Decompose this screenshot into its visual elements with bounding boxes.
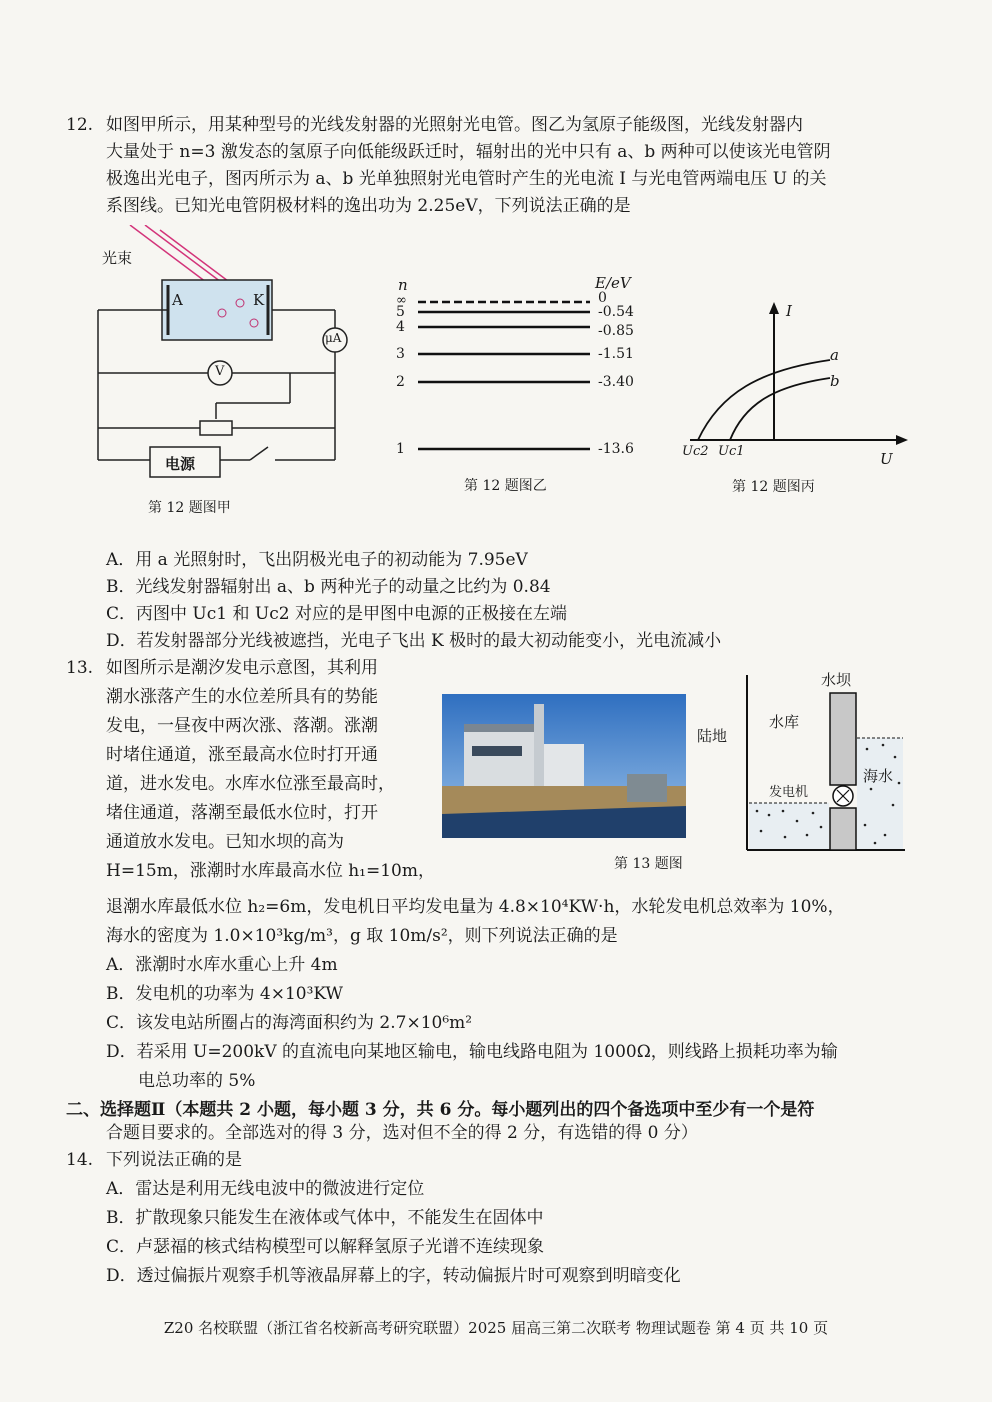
reservoir-label: 水库: [769, 713, 800, 731]
q13-line-3: 发电，一昼夜中两次涨、落潮。涨潮: [106, 716, 378, 736]
level-n-1: 1: [396, 441, 405, 457]
tidal-station-photo: [442, 694, 686, 838]
q14-option-b: B．扩散现象只能发生在液体或气体中，不能发生在固体中: [106, 1208, 544, 1228]
q14-number: 14.: [66, 1150, 94, 1170]
q13-option-d: D．若采用 U=200kV 的直流电向某地区输电，输电线路电阻为 1000Ω，则线路上损耗功率为输: [106, 1042, 838, 1062]
q13-number: 13.: [66, 658, 94, 678]
q12-figure-jia-caption: 第 12 题图甲: [148, 500, 231, 516]
q13-line-8: H=15m，涨潮时水库最高水位 h₁=10m，: [106, 861, 435, 881]
q12-option-c: C．丙图中 Uc1 和 Uc2 对应的是甲图中电源的正极接在左端: [106, 604, 567, 624]
section-2-subheading: 合题目要求的。全部选对的得 3 分，选对但不全的得 2 分，有选错的得 0 分）: [106, 1123, 698, 1143]
q12-figure-yi: [390, 272, 660, 497]
q13-full-line-1: 退潮水库最低水位 h₂=6m，发电机日平均发电量为 4.8×10⁴KW·h，水轮发电机总效率为 10%，: [106, 897, 845, 917]
q13-line-1: 如图所示是潮汐发电示意图，其利用: [106, 658, 378, 678]
q12-figure-bing: [680, 298, 920, 498]
generator-label: 发电机: [769, 785, 809, 800]
q14-option-c: C．卢瑟福的核式结构模型可以解释氢原子光谱不连续现象: [106, 1237, 545, 1257]
q12-line-3: 极逸出光电子，图丙所示为 a、b 光单独照射光电管时产生的光电流 I 与光电管两端电压 U 的关: [106, 169, 827, 189]
microammeter-label: μA: [325, 331, 342, 345]
level-n-5: 5: [396, 304, 405, 320]
voltage-axis-label: U: [880, 450, 893, 468]
q13-line-4: 时堵住通道，涨至最高水位时打开通: [106, 745, 378, 765]
dam-label: 水坝: [821, 671, 852, 689]
beam-label: 光束: [102, 249, 133, 267]
curve-b-label: b: [830, 372, 840, 390]
q13-full-line-2: 海水的密度为 1.0×10³kg/m³，g 取 10m/s²，则下列说法正确的是: [106, 926, 618, 946]
q13-line-7: 通道放水发电。已知水坝的高为: [106, 832, 344, 852]
level-n-2: 2: [396, 374, 405, 390]
q13-option-a: A．涨潮时水库水重心上升 4m: [106, 955, 338, 975]
land-label: 陆地: [697, 727, 728, 745]
q13-line-2: 潮水涨落产生的水位差所具有的势能: [106, 687, 378, 707]
level-n-4: 4: [396, 319, 405, 335]
cathode-label: K: [253, 291, 265, 309]
q12-option-d: D．若发射器部分光线被遮挡，光电子飞出 K 极时的最大初动能变小，光电流减小: [106, 631, 722, 651]
level-E-4: -0.85: [598, 323, 634, 339]
level-n-3: 3: [396, 346, 405, 362]
energy-axis-label: E/eV: [595, 274, 631, 292]
q13-option-c: C．该发电站所圈占的海湾面积约为 2.7×10⁶m²: [106, 1013, 473, 1033]
q12-line-4: 系图线。已知光电管阴极材料的逸出功为 2.25eV，下列说法正确的是: [106, 196, 631, 216]
n-axis-label: n: [398, 276, 408, 294]
q14-option-d: D．透过偏振片观察手机等液晶屏幕上的字，转动偏振片时可观察到明暗变化: [106, 1266, 681, 1286]
current-axis-label: I: [786, 302, 792, 320]
q13-line-6: 堵住通道，落潮至最低水位时，打开: [106, 803, 378, 823]
uc1-label: Uc1: [718, 444, 745, 459]
q14-option-a: A．雷达是利用无线电波中的微波进行定位: [106, 1179, 425, 1199]
q12-stem: [0, 112, 992, 139]
q12-figure-jia: [90, 225, 370, 525]
q12-figure-yi-caption: 第 12 题图乙: [464, 478, 547, 494]
q13-line-5: 道，进水发电。水库水位涨至最高时，: [106, 774, 395, 794]
voltmeter-label: V: [215, 364, 225, 379]
q12-line-2: 大量处于 n=3 激发态的氢原子向低能级跃迁时，辐射出的光中只有 a、b 两种可以使该光电管阴: [106, 142, 831, 162]
q13-schematic: [695, 665, 920, 855]
q13-option-b: B．发电机的功率为 4×10³KW: [106, 984, 343, 1004]
q12-number: 12.: [66, 115, 94, 135]
q14-stem: [0, 1147, 992, 1174]
level-E-5: -0.54: [598, 304, 634, 320]
q13-option-d-cont: 电总功率的 5%: [138, 1071, 256, 1091]
q12-option-b: B．光线发射器辐射出 a、b 两种光子的动量之比约为 0.84: [106, 577, 551, 597]
level-n-inf: ∞: [396, 293, 407, 308]
power-supply-label: 电源: [165, 455, 196, 473]
level-E-2: -3.40: [598, 374, 634, 390]
q14-stem-text: 下列说法正确的是: [106, 1150, 242, 1170]
page-footer: Z20 名校联盟（浙江省名校新高考研究联盟）2025 届高三第二次联考 物理试题卷 第 4 页 共 10 页: [163, 1319, 829, 1337]
curve-a-label: a: [830, 346, 839, 364]
level-E-inf: 0: [598, 290, 607, 306]
section-2-heading: 二、选择题Ⅱ（本题共 2 小题，每小题 3 分，共 6 分。每小题列出的四个备选项中至少有一个是符: [66, 1100, 815, 1120]
q12-option-a: A．用 a 光照射时，飞出阴极光电子的初动能为 7.95eV: [106, 550, 528, 570]
q13-figure-caption: 第 13 题图: [614, 856, 683, 872]
anode-label: A: [172, 291, 183, 309]
sea-label: 海水: [863, 767, 894, 785]
level-E-3: -1.51: [598, 346, 634, 362]
q12-line-1: 如图甲所示，用某种型号的光线发射器的光照射光电管。图乙为氢原子能级图，光线发射器内: [106, 115, 803, 135]
level-E-1: -13.6: [598, 441, 634, 457]
uc2-label: Uc2: [682, 444, 709, 459]
q12-figure-bing-caption: 第 12 题图丙: [732, 479, 815, 495]
